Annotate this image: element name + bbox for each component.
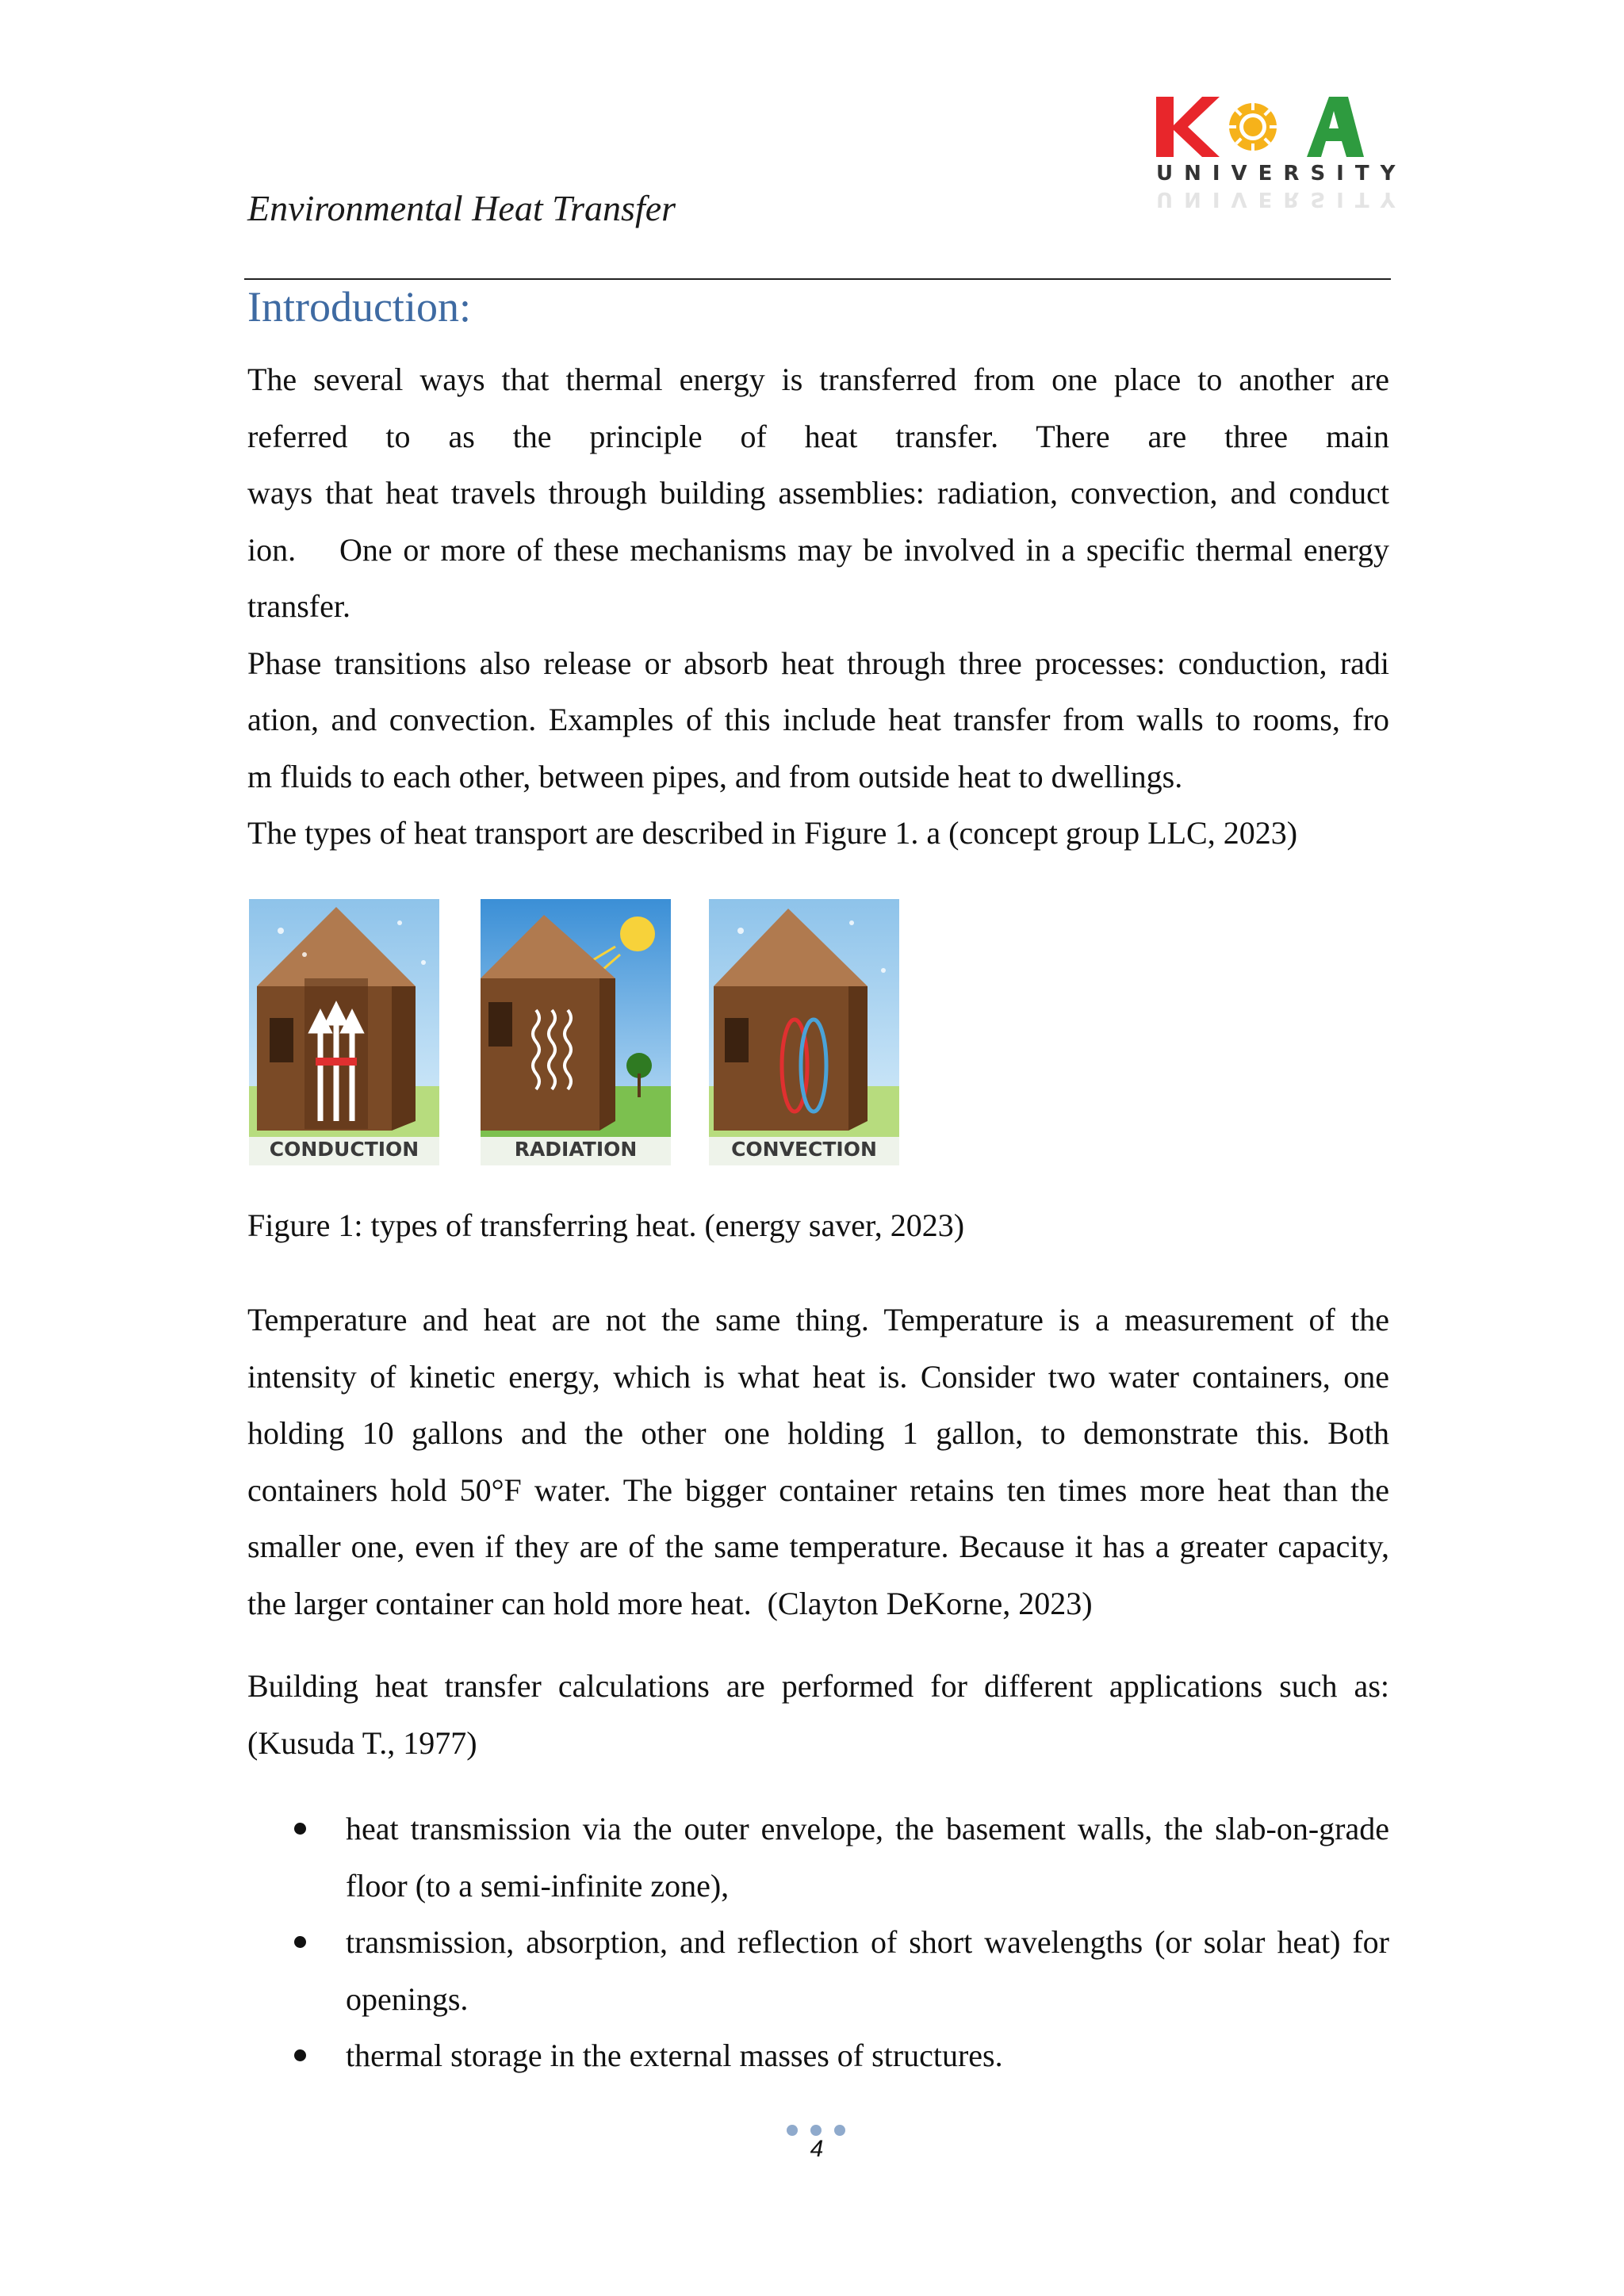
temperature-paragraph [247, 1292, 1389, 1632]
koya-university-logo [1156, 94, 1407, 212]
bullet-icon [294, 1936, 306, 1948]
list-item [247, 1800, 1389, 1914]
dot-icon [810, 2125, 822, 2136]
bullet-icon [294, 1823, 306, 1835]
text-line: heat transmission via the outer envelope, the basement walls, the slab-on-grade [346, 1811, 1389, 1846]
section-heading: Introduction: [247, 283, 471, 331]
text-line: containers hold 50°F water. The bigger container retains ten times more heat than the [247, 1471, 1389, 1508]
convection-panel [709, 899, 899, 1165]
text-line: Building heat transfer calculations are performed for different applications such as: [247, 1668, 1389, 1704]
text-line: Phase transitions also release or absorb heat through three processes: conduction, radi [247, 645, 1389, 681]
applications-paragraph [247, 1658, 1389, 1771]
text-line: ion. One or more of these mechanisms may be involved in a specific thermal energy [247, 531, 1389, 568]
dot-icon [834, 2125, 845, 2136]
text-line: ation, and convection. Examples of this include heat transfer from walls to rooms, fro [247, 702, 1389, 737]
radiation-house-image [481, 899, 671, 1165]
text-line: transfer. [247, 588, 350, 624]
text-line: holding 10 gallons and the other one holding 1 gallon, to demonstrate this. Both [247, 1415, 1389, 1451]
figure-caption: Figure 1: types of transferring heat. (energy saver, 2023) [247, 1207, 965, 1243]
conduction-label: CONDUCTION [269, 1138, 419, 1161]
text-line: referred to as the principle of heat transfer. There are three main [247, 418, 1389, 454]
text-line: floor (to a semi-infinite zone), [346, 1867, 730, 1904]
list-item [247, 2027, 1389, 2084]
radiation-label: RADIATION [514, 1138, 638, 1161]
text-line: openings. [346, 1980, 469, 2017]
text-line: m fluids to each other, between pipes, and from outside heat to dwellings. [247, 758, 1183, 794]
applications-list [247, 1800, 1389, 2084]
text-line: The types of heat transport are described in Figure 1. a (concept group LLC, 2023) [247, 815, 1298, 851]
text-line: The several ways that thermal energy is transferred from one place to another are [247, 362, 1389, 397]
text-line: intensity of kinetic energy, which is what heat is. Consider two water containers, one [247, 1358, 1389, 1395]
text-line: Temperature and heat are not the same thing. Temperature is a measurement of the [247, 1302, 1389, 1337]
convection-label: CONVECTION [731, 1138, 877, 1161]
text-line: the larger container can hold more heat. (Clayton DeKorne, 2023) [247, 1585, 1093, 1621]
text-line: (Kusuda T., 1977) [247, 1724, 477, 1761]
heat-transfer-figure [249, 899, 899, 1165]
dot-icon [787, 2125, 798, 2136]
koya-logo-mark [1156, 94, 1364, 160]
logo-wordmark-reflection: UNIVERSITY [1156, 187, 1407, 211]
text-line: transmission, absorption, and reflection of short wavelengths (or solar heat) for [346, 1924, 1389, 1960]
text-line: smaller one, even if they are of the same temperature. Because it has a greater capacity, [247, 1529, 1389, 1564]
radiation-panel [481, 899, 671, 1165]
logo-wordmark: UNIVERSITY [1156, 162, 1407, 186]
text-line: thermal storage in the external masses of structures. [346, 2038, 1003, 2073]
list-item [247, 1914, 1389, 2027]
bullet-icon [294, 2049, 306, 2061]
page-number: 4 [810, 2136, 824, 2162]
text-line: ways that heat travels through building assemblies: radiation, convection, and conduct [247, 475, 1389, 511]
intro-paragraph [247, 351, 1389, 862]
conduction-house-image [249, 899, 439, 1165]
conduction-panel [249, 899, 439, 1165]
running-header-title: Environmental Heat Transfer [247, 188, 676, 228]
convection-house-image [709, 899, 899, 1165]
header-divider [244, 278, 1391, 280]
